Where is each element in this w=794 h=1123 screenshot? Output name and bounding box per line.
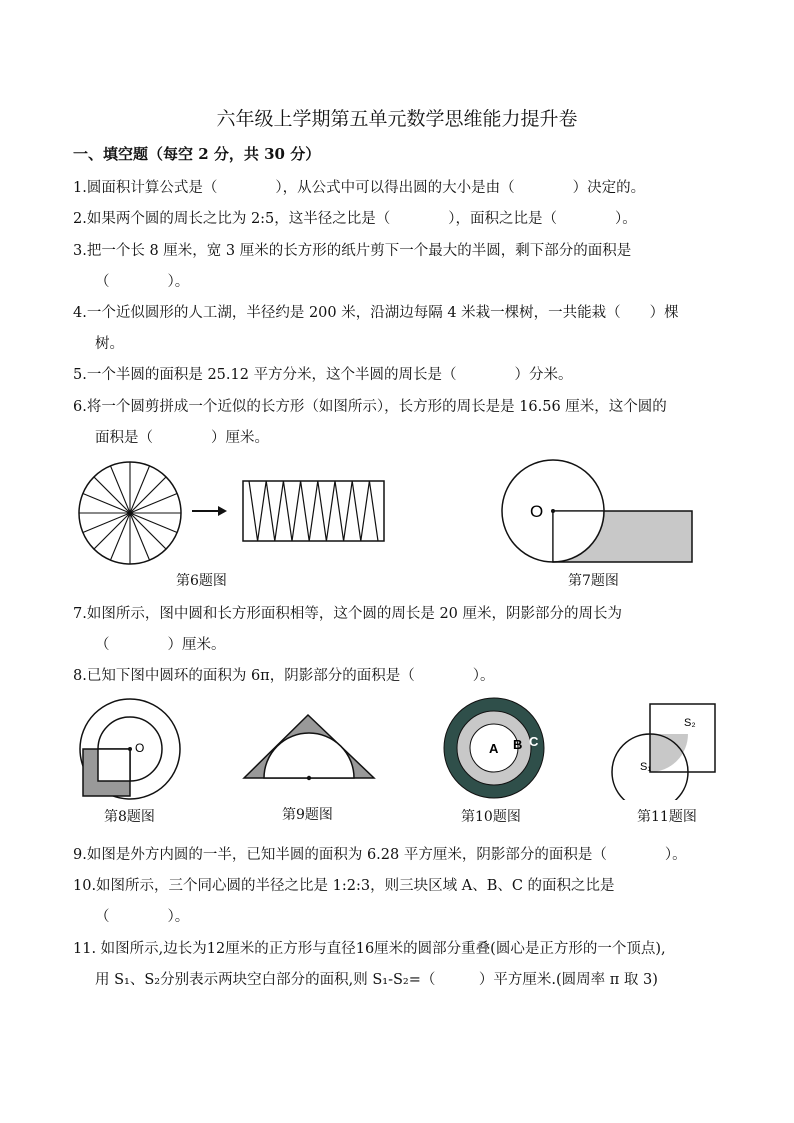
figure-10-caption: 第10题图 [461,809,521,825]
figure-7-caption: 第7题图 [568,573,619,589]
semicircle [264,733,354,778]
figure-6 [75,461,405,571]
inner-square [98,749,130,781]
figure-11-caption: 第11题图 [637,809,697,825]
question-11: 11. 如图所示,边长为12厘米的正方形与直径16厘米的圆部分重叠(圆心是正方形的一个顶点), [73,941,666,957]
figure-11 [608,700,728,800]
question-7: 7.如图所示，图中圆和长方形面积相等，这个圆的周长是 20 厘米，阴影部分的周长为 [73,606,623,622]
question-1: 1.圆面积计算公式是（ ），从公式中可以得出圆的大小是由（ ）决定的。 [73,180,646,196]
question-9: 9.如图是外方内圆的一半，已知半圆的面积为 6.28 平方厘米，阴影部分的面积是（ ）。 [73,847,687,863]
question-4-cont: 树。 [95,336,124,352]
question-2: 2.如果两个圆的周长之比为 2:5，这半径之比是（ ），面积之比是（ ）。 [73,211,637,227]
center-label: O [135,741,145,755]
page-title: 六年级上学期第五单元数学思维能力提升卷 [216,108,578,130]
question-10: 10.如图所示，三个同心圆的半径之比是 1:2:3，则三块区域 A、B、C 的面积之比是 [73,878,615,894]
figure-6-caption: 第6题图 [176,573,227,589]
question-3-cont: （ ）。 [95,274,190,290]
arrow-icon [192,506,227,516]
label-c: C [529,734,539,749]
figure-6-rectangle [243,481,384,541]
figure-7 [500,456,700,566]
question-11-cont: 用 S₁、S₂分别表示两块空白部分的面积,则 S₁-S₂=（ ）平方厘米.(圆周率 π 取 3) [95,972,658,988]
label-s1: S₁ [640,761,652,773]
question-10-cont: （ ）。 [95,909,190,925]
figure-10 [442,697,552,801]
question-7-cont: （ ）厘米。 [95,637,226,653]
label-s2: S₂ [684,717,696,729]
figure-9 [240,712,380,784]
section-heading: 一、填空题（每空 2 分，共 30 分） [73,145,321,163]
question-8: 8.已知下图中圆环的面积为 6π，阴影部分的面积是（ ）。 [73,668,495,684]
label-b: B [513,737,523,752]
label-a: A [489,741,499,756]
question-3: 3.把一个长 8 厘米，宽 3 厘米的长方形的纸片剪下一个最大的半圆，剩下部分的面积是 [73,243,632,259]
figure-6-circle [79,462,181,564]
question-5: 5.一个半圆的面积是 25.12 平方分米，这个半圆的周长是（ ）分米。 [73,367,573,383]
figure-8 [78,698,188,803]
figure-9-caption: 第9题图 [282,807,333,823]
question-6: 6.将一个圆剪拼成一个近似的长方形（如图所示），长方形的周长是是 16.56 厘米，这个圆的 [73,399,667,415]
figure-8-caption: 第8题图 [104,809,155,825]
question-6-cont: 面积是（ ）厘米。 [95,430,269,446]
center-label: O [530,502,544,521]
question-4: 4.一个近似圆形的人工湖，半径约是 200 米，沿湖边每隔 4 米栽一棵树，一共能栽（ ）棵 [73,305,679,321]
